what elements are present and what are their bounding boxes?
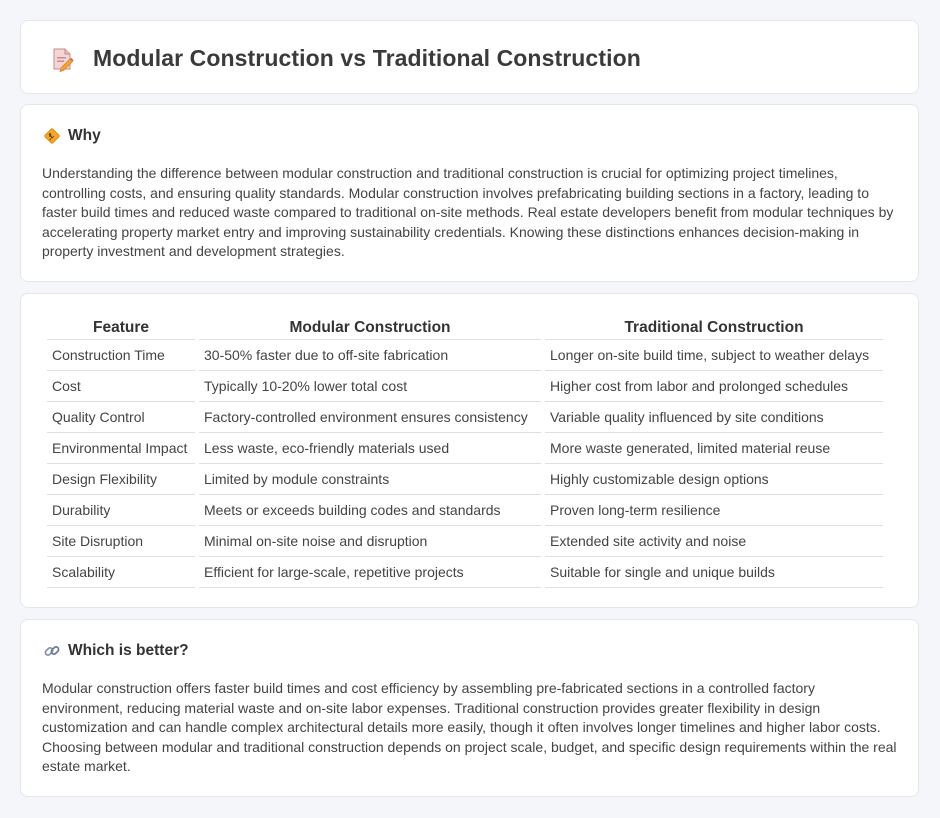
- modular-cell: Meets or exceeds building codes and standards: [199, 495, 541, 526]
- table-row: [47, 371, 883, 402]
- modular-cell: Factory-controlled environment ensures consistency: [199, 402, 541, 433]
- table-row: [47, 464, 883, 495]
- better-heading: [43, 642, 189, 660]
- document-pen-icon: [49, 46, 75, 72]
- better-title: Which is better?: [68, 642, 189, 659]
- feature-cell: Cost: [47, 371, 195, 402]
- warning-sign-icon: [43, 127, 61, 145]
- table-row: [47, 402, 883, 433]
- table-row: [47, 526, 883, 557]
- modular-cell: Limited by module constraints: [199, 464, 541, 495]
- feature-cell: Scalability: [47, 557, 195, 588]
- traditional-cell: Highly customizable design options: [545, 464, 883, 495]
- why-section: [20, 104, 919, 282]
- traditional-cell: Extended site activity and noise: [545, 526, 883, 557]
- traditional-cell: Higher cost from labor and prolonged schedules: [545, 371, 883, 402]
- modular-cell: Efficient for large-scale, repetitive projects: [199, 557, 541, 588]
- feature-cell: Construction Time: [47, 340, 195, 371]
- link-icon: [43, 642, 61, 660]
- table-row: [47, 340, 883, 371]
- feature-cell: Durability: [47, 495, 195, 526]
- modular-cell: 30-50% faster due to off-site fabrication: [199, 340, 541, 371]
- traditional-cell: More waste generated, limited material reuse: [545, 433, 883, 464]
- why-heading: [43, 127, 101, 145]
- traditional-cell: Longer on-site build time, subject to weather delays: [545, 340, 883, 371]
- modular-cell: Typically 10-20% lower total cost: [199, 371, 541, 402]
- modular-cell: Minimal on-site noise and disruption: [199, 526, 541, 557]
- why-body: Understanding the difference between modular construction and traditional construction is crucial for optimizing project timelines, controlling costs, and ensuring quality standards. Modular construction involves prefabricating building sections in a factory, leading to faster build times and reduced waste compared to traditional on-site methods. Real estate developers benefit from modular techniques by accelerating property market entry and improving sustainability credentials. Knowing these distinctions enhances decision-making in property investment and development strategies.: [42, 165, 894, 260]
- feature-cell: Environmental Impact: [47, 433, 195, 464]
- page-header: [49, 45, 641, 72]
- header-card: [20, 20, 919, 94]
- feature-cell: Site Disruption: [47, 526, 195, 557]
- modular-cell: Less waste, eco-friendly materials used: [199, 433, 541, 464]
- which-is-better-section: [20, 619, 919, 797]
- traditional-cell: Variable quality influenced by site conditions: [545, 402, 883, 433]
- table-row: [47, 495, 883, 526]
- page-title: Modular Construction vs Traditional Construction: [93, 45, 641, 71]
- table-header-row: [47, 316, 883, 340]
- traditional-cell: Suitable for single and unique builds: [545, 557, 883, 588]
- comparison-card: [20, 293, 919, 608]
- feature-cell: Quality Control: [47, 402, 195, 433]
- better-body: Modular construction offers faster build times and cost efficiency by assembling pre-fabricated sections in a controlled factory environment, reducing material waste and on-site labor expenses. Traditional construction provides greater flexibility in design customization and can handle complex architectural details more easily, though it often involves longer timelines and higher labor costs. Choosing between modular and traditional construction depends on project scale, budget, and specific design requirements within the real estate market.: [42, 680, 897, 775]
- column-header-traditional: Traditional Construction: [545, 316, 883, 340]
- table-row: [47, 433, 883, 464]
- column-header-modular: Modular Construction: [199, 316, 541, 340]
- feature-cell: Design Flexibility: [47, 464, 195, 495]
- comparison-table: [43, 316, 887, 588]
- column-header-feature: Feature: [47, 316, 195, 340]
- why-title: Why: [68, 127, 101, 144]
- traditional-cell: Proven long-term resilience: [545, 495, 883, 526]
- table-row: [47, 557, 883, 588]
